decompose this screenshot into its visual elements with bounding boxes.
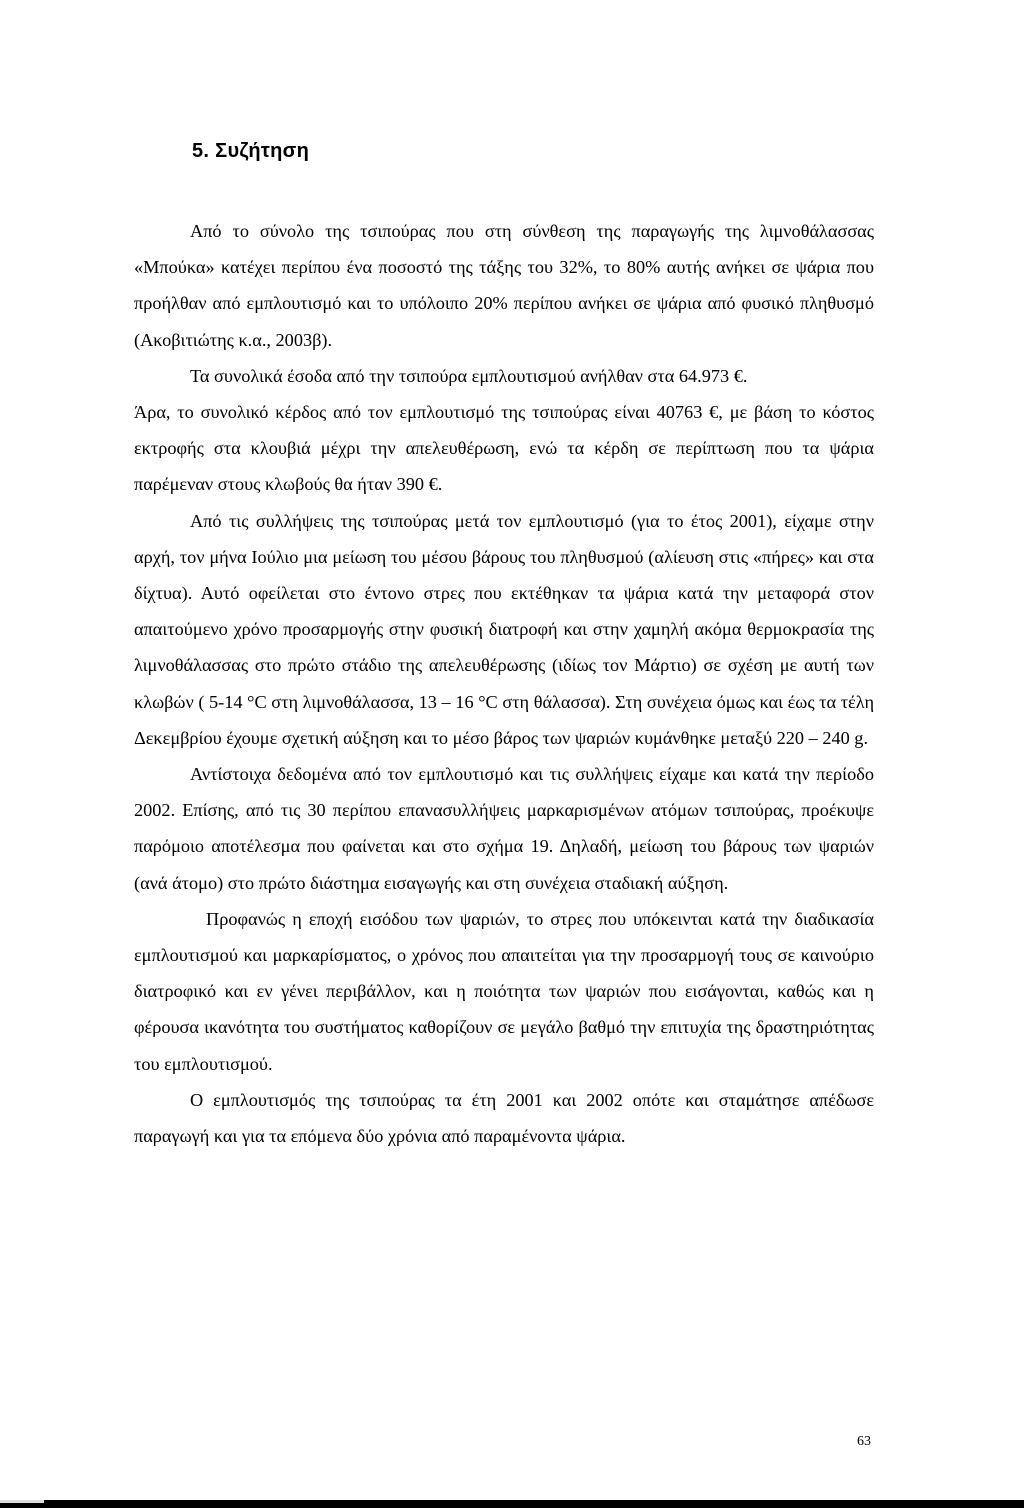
paragraph: Τα συνολικά έσοδα από την τσιπούρα εμπλουτισμού ανήλθαν στα 64.973 €. (190, 365, 748, 386)
paragraph: Ο εμπλουτισμός της τσιπούρας τα έτη 2001 και 2002 οπότε και σταμάτησε απέδωσε παραγωγή και για τα επόμενα δύο χρόνια από παραμένοντα ψάρια. (134, 1089, 874, 1147)
paragraph: Αντίστοιχα δεδομένα από τον εμπλουτισμό και τις συλλήψεις είχαμε και κατά την περίοδο 2002. Επίσης, από τις 30 περίπου επανασυλλήψεις μαρκαρισμένων ατόμων τσιπούρας, προέκυψε παρόμοιο αποτέλεσμα που φαίνεται και στο σχήμα 19. Δηλαδή, μείωση του βάρους των ψαριών (ανά άτομο) στο πρώτο διάστημα εισαγωγής και στη συνέχεια σταδιακή αύξηση. (134, 764, 874, 893)
paragraph: Από το σύνολο της τσιπούρας που στη σύνθεση της παραγωγής της λιμνοθάλασσας «Μπούκα» κατέχει περίπου ένα ποσοστό της τάξης του 32%, το 80% αυτής ανήκει σε ψάρια που προήλθαν από εμπλουτισμό και το υπόλοιπο 20% περίπου ανήκει σε ψάρια από φυσικό πληθυσμό (Ακοβιτιώτης κ.α., 2003β). (134, 221, 874, 350)
page-number: 63 (857, 1434, 871, 1449)
section-heading: 5. Συζήτηση (192, 140, 310, 162)
footer-divider (0, 1500, 44, 1503)
paragraph: Από τις συλλήψεις της τσιπούρας μετά τον εμπλουτισμό (για το έτος 2001), είχαμε στην αρχή, τον μήνα Ιούλιο μια μείωση του μέσου βάρους του πληθυσμού (αλίευση στις «πήρες» και στα δίχτυα). Αυτό οφείλεται στο έντονο στρες που εκτέθηκαν τα ψάρια κατά την μεταφορά στον απαιτούμενο χρόνο προσαρμογής στην φυσική διατροφή και στην χαμηλή ακόμα θερμοκρασία της λιμνοθάλασσας στο πρώτο στάδιο της απελευθέρωσης (ιδίως τον Μάρτιο) σε σχέση με αυτή των κλωβών ( 5-14 °C στη λιμνοθάλασσα, 13 – 16 °C στη θάλασσα). Στη συνέχεια όμως και έως τα τέλη Δεκεμβρίου έχουμε σχετική αύξηση και το μέσο βάρος των ψαριών κυμάνθηκε μεταξύ 220 – 240 g. (134, 510, 874, 748)
paragraph: Προφανώς η εποχή εισόδου των ψαριών, το στρες που υπόκεινται κατά την διαδικασία εμπλουτισμού και μαρκαρίσματος, ο χρόνος που απαιτείται για την προσαρμογή τους σε καινούριο διατροφικό και εν γένει περιβάλλον, και η ποιότητα των ψαριών που εισάγονται, καθώς και η φέρουσα ικανότητα του συστήματος καθορίζουν σε μεγάλο βαθμό την επιτυχία της δραστηριότητας του εμπλουτισμού. (134, 908, 874, 1074)
body-text (134, 213, 874, 1154)
paragraph: Άρα, το συνολικό κέρδος από τον εμπλουτισμό της τσιπούρας είναι 40763 €, με βάση το κόστος εκτροφής στα κλουβιά μέχρι την απελευθέρωση, ενώ τα κέρδη σε περίπτωση που τα ψάρια παρέμεναν στους κλωβούς θα ήταν 390 €. (134, 402, 874, 495)
